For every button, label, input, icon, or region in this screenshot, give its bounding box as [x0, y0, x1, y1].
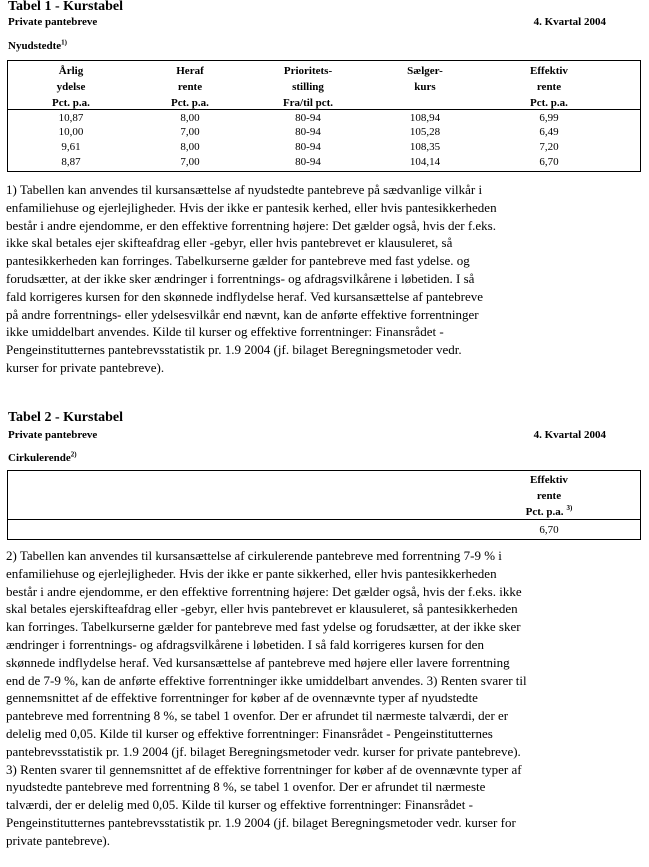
- table-cell: 105,28: [409, 126, 441, 138]
- table-cell: 7,20: [539, 141, 559, 153]
- table-cell: 8,00: [180, 112, 200, 124]
- table1-footnote: 1) Tabellen kan anvendes til kursansættelse af nyudstedte pantebreve på sædvanlige vilkår i enfamiliehuse og ejerlejligheder. Hvis der ikke er pantesik kerhed, eller hvis pantesikkerheden består i andre ejendomme, er den effektive forrentning højere: Det gælder også, hvis der f.eks. ikke skal betales ejer skifteafdrag eller -gebyr, eller hvis pantebrevet er klausuleret, så pantesikkerheden kan forringes. Tabelkurserne gælder for pantebreve med fast ydelse. og forudsætter, at der ikke sker ændringer i forrentnings- og afdragsvilkårene i løbetiden. I så fald korrigeres kursen for den skønnede indflydelse heraf. Ved kursansættelse af pantebreve på andre forrentnings- eller ydelsesvilkår end nævnt, kan de anførte effektive forrentninger ikke umiddelbart anvendes. Kilde til kurser og effektive forrentninger: Finansrådet - Pengeinstitutternes pantebrevsstatistik pr. 1.9 2004 (jf. bilaget Beregningsmetoder vedr. kurser for private pantebreve).: [6, 182, 497, 375]
- table2-section-heading: [8, 452, 77, 464]
- table1-title: Tabel 1 - Kurstabel: [8, 0, 123, 14]
- table2-title: Tabel 2 - Kurstabel: [8, 410, 123, 425]
- table2-header-note: 3): [566, 504, 573, 513]
- table-cell: 6,99: [539, 112, 559, 124]
- table-cell: 8,87: [61, 156, 81, 168]
- table1-section-label: Nyudstedte: [8, 40, 62, 52]
- table1-header-annual-payment: Årlig ydelse Pct. p.a.: [52, 65, 90, 109]
- table2-period: 4. Kvartal 2004: [533, 429, 606, 441]
- table-cell: 6,70: [539, 156, 559, 168]
- table2-header-effective-rate: Effektiv rente Pct. p.a. $^{3)}$: [525, 474, 573, 518]
- table1-period: 4. Kvartal 2004: [533, 16, 606, 28]
- table-cell: 108,35: [409, 141, 441, 153]
- table-cell: 7,00: [180, 126, 200, 138]
- table-cell: 80-94: [295, 141, 321, 153]
- table-cell: 80-94: [295, 156, 321, 168]
- table-cell: 6,70: [539, 524, 559, 536]
- table2-section-note: 2): [70, 450, 77, 459]
- table-cell: 6,49: [539, 126, 559, 138]
- table-cell: 10,87: [58, 112, 84, 124]
- table2-section-label: Cirkulerende: [8, 452, 71, 464]
- table-cell: 7,00: [180, 156, 200, 168]
- table-cell: 80-94: [295, 112, 321, 124]
- table1-header-effective-rate: Effektiv rente Pct. p.a.: [530, 65, 568, 109]
- table1-subtitle: Private pantebreve: [8, 16, 98, 28]
- table-cell: 104,14: [409, 156, 441, 168]
- table1-header-priority: Prioritets- stilling Fra/til pct.: [282, 65, 334, 109]
- table1-section-heading: [8, 40, 67, 52]
- table-cell: 9,61: [61, 141, 81, 153]
- table1-header-seller-price: Sælger- kurs: [407, 65, 443, 93]
- table1-section-note: 1): [61, 38, 68, 47]
- table1-header-interest: Heraf rente Pct. p.a.: [171, 65, 209, 109]
- table-cell: 8,00: [180, 141, 200, 153]
- table-cell: 10,00: [58, 126, 84, 138]
- table2-footnote: 2) Tabellen kan anvendes til kursansættelse af cirkulerende pantebreve med forrentning 7-9 % i enfamiliehuse og ejerlejligheder. Hvis der ikke er pante sikkerhed, eller hvis pantesikkerheden består i andre ejendomme, er den effektive forrentning højere: Det gælder også, hvis der f.eks. ikke skal betales ejerskifteafdrag eller -gebyr, eller hvis pantebrevet er klausuleret, så pantesikkerheden kan forringes. Tabelkurserne gælder for pantebreve med fast ydelse og forudsætter, at der ikke sker ændringer i forrentnings- og afdragsvilkårene i løbetiden. I så fald korrigeres kursen for den skønnede indflydelse heraf. Ved kursansættelse af pantebreve med højere eller lavere forrentning end de 7-9 %, kan de anførte effektive forrentninger ikke umiddelbart anvendes. 3) Renten svarer til gennemsnittet af de effektive forrentninger for køber af de ovennævnte typer af nyudstedte pantebreve med forrentning 8 %, se tabel 1 ovenfor. Der er afrundet til nærmeste talværdi, der er delelig med 0,05. Kilde til kurser og effektive forrentninger: Finansrådet - Pengeinstitutternes pantebrevsstatistik pr. 1.9 2004 (jf. bilaget Beregningsmetoder vedr. kurser for private pantebreve). 3) Renten svarer til gennemsnittet af de effektive forrentninger for køber af de ovennævnte typer af nyudstedte pantebreve med forrentning 8 %, se tabel 1 ovenfor. Der er afrundet til nærmeste talværdi, der er delelig med 0,05. Kilde til kurser og effektive forrentninger: Finansrådet - Pengeinstitutternes pantebrevsstatistik pr. 1.9 2004 (jf. bilaget Beregningsmetoder vedr. kurser for private pantebreve).: [6, 548, 527, 848]
- table-cell: 80-94: [295, 126, 321, 138]
- table2-subtitle: Private pantebreve: [8, 429, 98, 441]
- table-cell: 108,94: [409, 112, 441, 124]
